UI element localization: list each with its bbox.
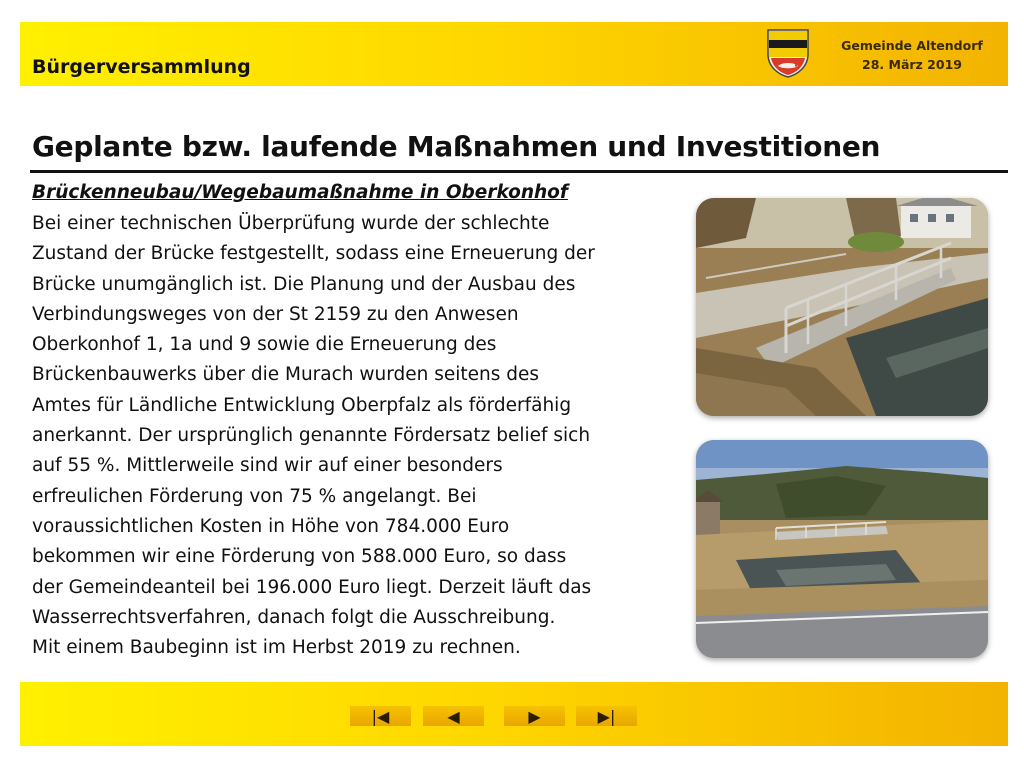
next-slide-icon: ▶: [528, 706, 541, 726]
description-line: Wasserrechtsverfahren, danach folgt die Ausschreibung.: [32, 606, 556, 628]
organization-info: [830, 36, 994, 74]
project-description: [32, 209, 672, 663]
description-line: erfreulichen Förderung von 75 % angelangt. Bei: [32, 485, 477, 507]
page-title: Geplante bzw. laufende Maßnahmen und Investitionen: [32, 130, 881, 163]
project-subtitle: Brückenneubau/Wegebaumaßnahme in Oberkonhof: [32, 182, 568, 203]
description-line: auf 55 %. Mittlerweile sind wir auf einer besonders: [32, 455, 503, 477]
bridge-photo-closeup: [696, 198, 988, 416]
description-line: Brücke unumgänglich ist. Die Planung und der Ausbau des: [32, 273, 576, 295]
presentation-date: 28. März 2019: [862, 57, 962, 72]
bridge-photo-wide: [696, 440, 988, 658]
description-line: Mit einem Baubeginn ist im Herbst 2019 zu rechnen.: [32, 637, 521, 659]
organization-name: Gemeinde Altendorf: [841, 38, 983, 53]
description-line: anerkannt. Der ursprünglich genannte Fördersatz belief sich: [32, 425, 591, 447]
description-line: Brückenbauwerks über die Murach wurden seitens des: [32, 364, 540, 386]
first-slide-icon: |◀: [371, 706, 390, 726]
previous-slide-icon: ◀: [447, 706, 460, 726]
description-line: bekommen wir eine Förderung von 588.000 Euro, so dass: [32, 546, 567, 568]
next-slide-button[interactable]: [504, 706, 565, 726]
description-line: Verbindungsweges von der St 2159 zu den Anwesen: [32, 303, 519, 325]
description-line: der Gemeindeanteil bei 196.000 Euro liegt. Derzeit läuft das: [32, 576, 592, 598]
section-title: Bürgerversammlung: [32, 56, 251, 78]
description-line: Amtes für Ländliche Entwicklung Oberpfalz als förderfähig: [32, 394, 572, 416]
last-slide-button[interactable]: [576, 706, 637, 726]
coat-of-arms-logo: [766, 28, 810, 78]
last-slide-icon: ▶|: [597, 706, 616, 726]
description-line: Oberkonhof 1, 1a und 9 sowie die Erneuerung des: [32, 334, 497, 356]
title-divider: [30, 170, 1008, 173]
footer-bar: [20, 682, 1008, 746]
previous-slide-button[interactable]: [423, 706, 484, 726]
description-line: Zustand der Brücke festgestellt, sodass eine Erneuerung der: [32, 243, 595, 265]
first-slide-button[interactable]: [350, 706, 411, 726]
description-line: Bei einer technischen Überprüfung wurde der schlechte: [32, 213, 550, 234]
description-line: voraussichtlichen Kosten in Höhe von 784.000 Euro: [32, 515, 510, 537]
header-bar: [20, 22, 1008, 86]
